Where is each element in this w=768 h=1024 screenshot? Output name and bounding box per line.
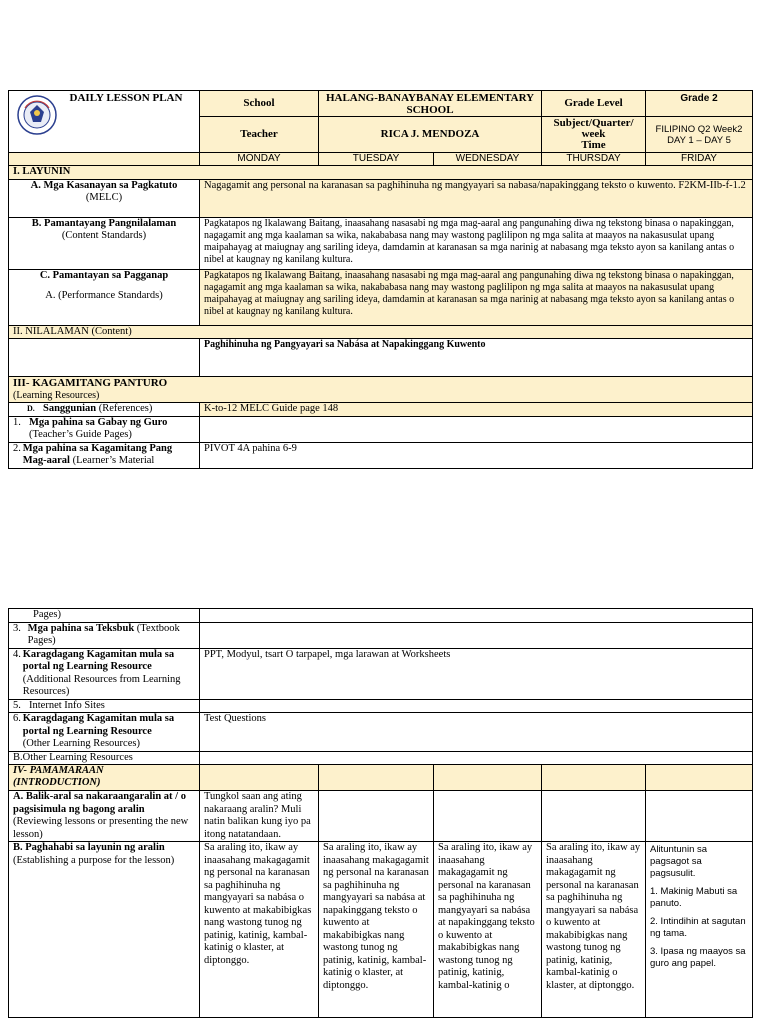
nilalaman-sub: (Content) <box>88 325 132 337</box>
pamamaraan-friday <box>646 765 753 791</box>
day-wednesday: WEDNESDAY <box>434 153 542 166</box>
other-portal-sub: (Other Learning Resources) <box>22 738 140 749</box>
other-portal-label: Karagdagang Kagamitan mula sa portal ng Learning Resource <box>22 713 175 737</box>
performance-standards-label: C. Pamantayan sa Pagganap <box>39 269 169 281</box>
review-tuesday <box>319 791 434 842</box>
header-title-cell <box>9 91 200 153</box>
learners-material-label-cell <box>9 442 200 468</box>
purpose-thursday: Sa araling ito, ikaw ay inaasahang makagagamit ng personal na karanasan sa paghihinuha ng mangyayari sa nabása o kuwento at makabibigkas nang wastong tunog ng patinig, katinig, kambal-katinig o klaster, at diptonggo. <box>542 842 646 1018</box>
learners-material-num: 2. <box>13 442 21 454</box>
other-portal-value: Test Questions <box>200 713 753 752</box>
textbook-value <box>200 622 753 648</box>
review-monday: Tungkol saan ang ating nakaraang aralin? Muli natin balikan kung iyo pa itong natatandaan. <box>200 791 319 842</box>
performance-standards-label-cell <box>9 269 200 325</box>
melc-sub: (MELC) <box>85 192 123 203</box>
pamamaraan-wednesday <box>434 765 542 791</box>
melc-label-cell <box>9 179 200 217</box>
review-sub: (Reviewing lessons or presenting the new lesson) <box>13 816 189 840</box>
purpose-monday: Sa araling ito, ikaw ay inaasahang makagagamit ng personal na karanasan sa paghihinuha ng mangyayari sa nabása o kuwento at makabibigkas nang wastong tunog ng patinig, katinig, kambal-katinig o klaster, at diptonggo. <box>200 842 319 1018</box>
additional-resources-num: 4. <box>13 648 21 660</box>
school-label: School <box>200 91 319 117</box>
learners-material-sub: (Learner’s Material <box>69 455 155 466</box>
review-label: A. Balik-aral sa nakaraangaralin at / o pagsisimula ng bagong aralin <box>13 791 186 815</box>
performance-standards-text: Pagkatapos ng Ikalawang Baitang, inaasahang nasasabi ng mga mag-aaral ang pangunahing diwa ng tekstong binasa o napakinggan, nagagamit ang mga kaalaman sa wika, nakababasa nang may wastong paglilipon ng mga salita at maayos na nakasusulat upang maipahayag at maiugnay ang sariling ideya, damdamin at karanasan sa mga narinig at nabasang mga teksto ayon sa kanilang antas o nibel at kaugnay ng kanilang kultura. <box>200 269 753 325</box>
content-standards-label: B. Pamantayang Pangnilalaman <box>31 217 177 229</box>
teachers-guide-label: Mga pahina sa Gabay ng Guro <box>29 416 168 428</box>
document-title: DAILY LESSON PLAN <box>69 92 183 104</box>
learners-material-cont-value <box>200 609 753 623</box>
other-portal-num: 6. <box>13 713 21 724</box>
references-label-cell <box>9 403 200 417</box>
time-label: Time <box>581 139 606 151</box>
teacher-label: Teacher <box>200 117 319 153</box>
friday-rule-2: 2. Intindihin at sagutan ng tama. <box>650 916 746 939</box>
lesson-plan-table-top <box>8 90 753 469</box>
day-thursday: THURSDAY <box>542 153 646 166</box>
deped-seal-icon <box>17 95 57 135</box>
pamamaraan-heading-cell <box>9 765 200 791</box>
additional-resources-value: PPT, Modyul, tsart O tarpapel, mga larawan at Worksheets <box>200 648 753 699</box>
kagamitan-heading-cell <box>9 377 753 403</box>
pamamaraan-heading: IV- PAMAMARAAN <box>13 765 104 776</box>
teachers-guide-sub: (Teacher’s Guide Pages) <box>29 429 132 440</box>
day-friday: FRIDAY <box>646 153 753 166</box>
kagamitan-sub: (Learning Resources) <box>13 389 100 401</box>
teachers-guide-value <box>200 416 753 442</box>
page-gap <box>0 555 768 603</box>
internet-sites-label-cell <box>9 699 200 713</box>
grade-level-label: Grade Level <box>542 91 646 117</box>
purpose-wednesday: Sa araling ito, ikaw ay inaasahang makagagamit ng personal na karanasan sa paghihinuha ng mangyayari sa nabása at napakinggang teksto o kuwento at makabibigkas nang wastong tunog ng patinig, katinig, kambal-katinig o <box>434 842 542 1018</box>
references-label: Sanggunian <box>43 403 97 414</box>
purpose-friday <box>646 842 753 1018</box>
friday-rule-3: 3. Ipasa ng maayos sa guro ang papel. <box>650 946 746 969</box>
textbook-label: Mga pahina sa Teksbuk <box>27 622 135 634</box>
nilalaman-blank-cell <box>9 339 200 377</box>
friday-rules-intro: Alituntunin sa pagsagot sa pagsusulit. <box>650 844 708 879</box>
subject-label-cell <box>542 117 646 153</box>
learners-material-value: PIVOT 4A pahina 6-9 <box>200 442 753 468</box>
purpose-label: B. Paghahabi sa layunin ng aralin <box>13 842 165 853</box>
grade-level-value: Grade 2 <box>646 91 753 117</box>
textbook-sub: (Textbook Pages) <box>27 622 180 646</box>
textbook-num: 3. <box>13 622 21 634</box>
teachers-guide-num: 1. <box>13 416 21 428</box>
school-value: HALANG-BANAYBANAY ELEMENTARY SCHOOL <box>319 91 542 117</box>
pamamaraan-monday <box>200 765 319 791</box>
purpose-label-cell <box>9 842 200 1018</box>
review-label-cell <box>9 791 200 842</box>
additional-resources-label-cell <box>9 648 200 699</box>
nilalaman-heading-cell <box>9 325 753 339</box>
day-tuesday: TUESDAY <box>319 153 434 166</box>
references-num: D. <box>27 404 35 413</box>
pamamaraan-sub: (INTRODUCTION) <box>13 777 101 788</box>
teacher-value: RICA J. MENDOZA <box>319 117 542 153</box>
lesson-plan-table-bottom <box>8 608 753 1018</box>
subject-value: FILIPINO Q2 Week2 DAY 1 – DAY 5 <box>646 117 753 153</box>
references-value: K-to-12 MELC Guide page 148 <box>200 403 753 417</box>
content-standards-sub: (Content Standards) <box>61 230 147 241</box>
learners-material-label: Mga pahina sa Kagamitang Pang Mag-aaral <box>22 442 173 466</box>
kagamitan-heading: III- KAGAMITANG PANTURO <box>13 377 168 389</box>
day-monday: MONDAY <box>200 153 319 166</box>
internet-sites-num: 5. <box>13 699 21 711</box>
other-resources-label: B.Other Learning Resources <box>9 751 200 765</box>
teachers-guide-label-cell <box>9 416 200 442</box>
additional-resources-sub: (Additional Resources from Learning Resources) <box>22 673 181 697</box>
content-standards-text: Pagkatapos ng Ikalawang Baitang, inaasahang nasasabi ng mga mag-aaral ang pangunahing diwa ng tekstong binasa o napakinggan, nagagamit ang mga kaalaman sa wika, nakababasa nang may wastong paglilipon ng mga salita at maayos na nakasusulat upang maipahayag at maiugnay ang sariling ideya, damdamin at karanasan sa mga narinig at nabasang mga teksto ayon sa kanilang antas o nibel at kaugnay ng kanilang kultura. <box>200 217 753 269</box>
purpose-sub: (Establishing a purpose for the lesson) <box>13 854 175 866</box>
performance-standards-sub: A. (Performance Standards) <box>45 290 163 301</box>
melc-label: A. Mga Kasanayan sa Pagkatuto <box>30 179 178 191</box>
content-standards-label-cell <box>9 217 200 269</box>
day-blank-cell <box>9 153 200 166</box>
review-friday <box>646 791 753 842</box>
references-sub: (References) <box>96 403 153 414</box>
textbook-label-cell <box>9 622 200 648</box>
layunin-heading: I. LAYUNIN <box>9 166 753 180</box>
friday-rule-1: 1. Makinig Mabuti sa panuto. <box>650 886 738 909</box>
internet-sites-label: Internet Info Sites <box>29 699 105 711</box>
subject-label: Subject/Quarter/ week <box>553 117 634 140</box>
pamamaraan-tuesday <box>319 765 434 791</box>
internet-sites-value <box>200 699 753 713</box>
review-wednesday <box>434 791 542 842</box>
nilalaman-heading: II. NILALAMAN <box>13 325 89 337</box>
other-resources-value <box>200 751 753 765</box>
melc-text: Nagagamit ang personal na karanasan sa paghihinuha ng mangyayari sa nabasa/napakinggang teksto o kuwento. F2KM-IIb-f-1.2 <box>200 179 753 217</box>
review-thursday <box>542 791 646 842</box>
learners-material-cont: Pages) <box>9 609 200 623</box>
nilalaman-text: Paghihinuha ng Pangyayari sa Nabása at Napakinggang Kuwento <box>200 339 753 377</box>
additional-resources-label: Karagdagang Kagamitan mula sa portal ng Learning Resource <box>22 648 175 672</box>
pamamaraan-thursday <box>542 765 646 791</box>
other-portal-label-cell <box>9 713 200 752</box>
purpose-tuesday: Sa araling ito, ikaw ay inaasahang makagagamit ng personal na karanasan sa paghihinuha ng mangyayari sa nabása at napakinggang teksto o kuwento at makabibigkas nang wastong tunog ng patinig, katinig, kambal-katinig o klaster, at diptonggo. <box>319 842 434 1018</box>
